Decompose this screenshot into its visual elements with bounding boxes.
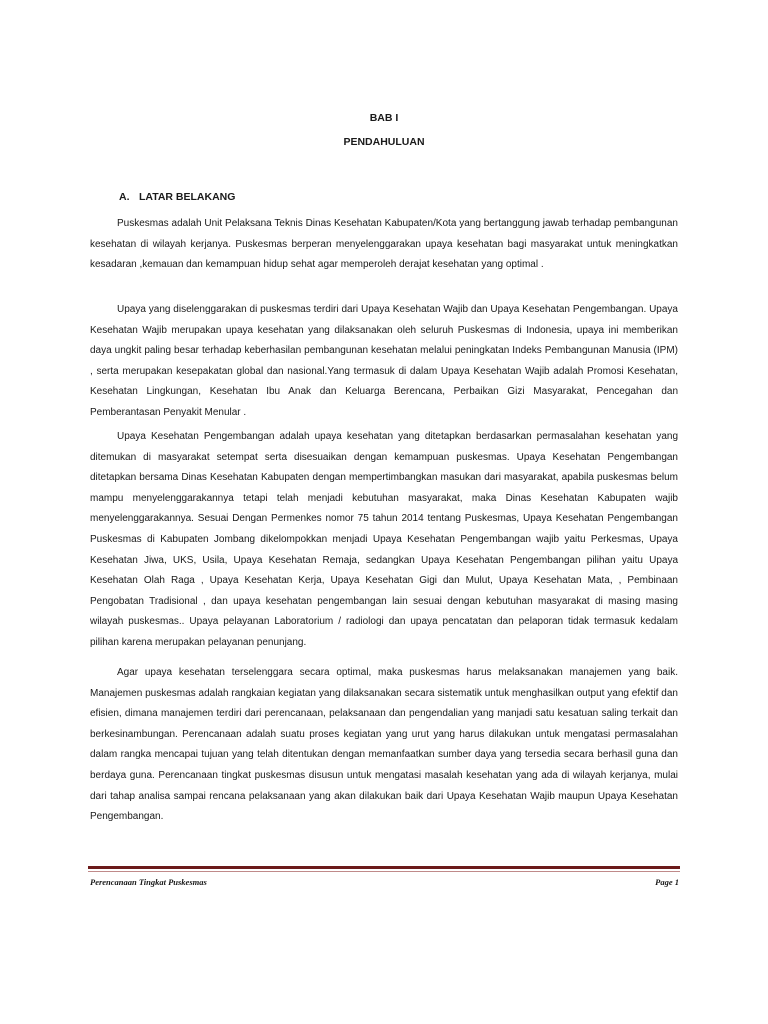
section-number: A. — [119, 191, 130, 203]
paragraph-1: Puskesmas adalah Unit Pelaksana Teknis Dinas Kesehatan Kabupaten/Kota yang bertanggung jawab terhadap pembangunan kesehatan di wilayah kerjanya. Puskesmas berperan menyelenggarakan upaya kesehatan bagi masyarakat untuk meningkatkan kesadaran ,kemauan dan kemampuan hidup sehat agar memperoleh derajat kesehatan yang optimal . — [90, 218, 678, 271]
section-heading — [119, 191, 235, 203]
paragraph-4: Agar upaya kesehatan terselenggara secara optimal, maka puskesmas harus melaksanakan manajemen yang baik. Manajemen puskesmas adalah rangkaian kegiatan yang dilaksanakan secara sistematik untuk menghasilkan output yang efektif dan efisien, dimana manajemen terdiri dari perencanaan, pelaksanaan dan pengendalian yang manjadi satu kesatuan saling terkait dan berkesinambungan. Perencanaan adalah suatu proses kegiatan yang urut yang harus dilakukan untuk mengatasi permasalahan dalam rangka mencapai tujuan yang telah ditentukan dengan memanfaatkan sumber daya yang tersedia secara berhasil guna dan berdaya guna. Perencanaan tingkat puskesmas disusun untuk mengatasi masalah kesehatan yang ada di wilayah kerjanya, mulai dari tahap analisa sampai rencana pelaksanaan yang akan dilakukan baik dari Upaya Kesehatan Wajib maupun Upaya Kesehatan Pengembangan. — [90, 667, 678, 823]
paragraph-3: Upaya Kesehatan Pengembangan adalah upaya kesehatan yang ditetapkan berdasarkan permasalahan kesehatan yang ditemukan di masyarakat setempat serta disesuaikan dengan kemampuan puskesmas. Upaya Kesehatan Pengembangan ditetapkan bersama Dinas Kesehatan Kabupaten dengan mempertimbangkan masukan dari masyarakat, apabila puskesmas belum mampu menyelenggarakannya tetapi telah menjadi kebutuhan masyarakat, maka Dinas Kesehatan Kabupaten wajib menyelenggarakannya. Sesuai Dengan Permenkes nomor 75 tahun 2014 tentang Puskesmas, Upaya Kesehatan Pengembangan Puskesmas di Kabupaten Jombang dikelompokkan menjadi Upaya Kesehatan Pengembangan wajib yaitu Perkesmas, Upaya Kesehatan Jiwa, UKS, Usila, Upaya Kesehatan Remaja, sedangkan Upaya Kesehatan Pengembangan pilihan yaitu Upaya Kesehatan Olah Raga , Upaya Kesehatan Kerja, Upaya Kesehatan Gigi dan Mulut, Upaya Kesehatan Mata, , Pembinaan Pengobatan Tradisional , dan upaya kesehatan pengembangan lain sesuai dengan kebutuhan masyarakat di masing masing wilayah puskesmas.. Upaya pelayanan Laboratorium / radiologi dan upaya pencatatan dan pelaporan tidak termasuk kedalam pilihan karena merupakan pelayanan penunjang. — [90, 431, 678, 648]
chapter-title: PENDAHULUAN — [343, 136, 425, 148]
footer-rule-thin — [88, 871, 680, 872]
chapter-number: BAB I — [369, 112, 399, 124]
paragraph-2: Upaya yang diselenggarakan di puskesmas terdiri dari Upaya Kesehatan Wajib dan Upaya Kesehatan Pengembangan. Upaya Kesehatan Wajib merupakan upaya kesehatan yang dilaksanakan oleh seluruh Puskesmas di Indonesia, upaya ini memberikan daya ungkit paling besar terhadap keberhasilan pembangunan kesehatan melalui peningkatan Indeks Pembangunan Manusia (IPM) , serta merupakan kesepakatan global dan nasional.Yang termasuk di dalam Upaya Kesehatan Wajib adalah Promosi Kesehatan, Kesehatan Lingkungan, Kesehatan Ibu Anak dan Keluarga Berencana, Perbaikan Gizi Masyarakat, Pencegahan dan Pemberantasan Penyakit Menular . — [90, 304, 678, 418]
section-title: LATAR BELAKANG — [139, 191, 236, 203]
footer-document-title: Perencanaan Tingkat Puskesmas — [90, 877, 207, 887]
footer-page-number: Page 1 — [655, 877, 679, 887]
footer-rule — [88, 866, 680, 869]
